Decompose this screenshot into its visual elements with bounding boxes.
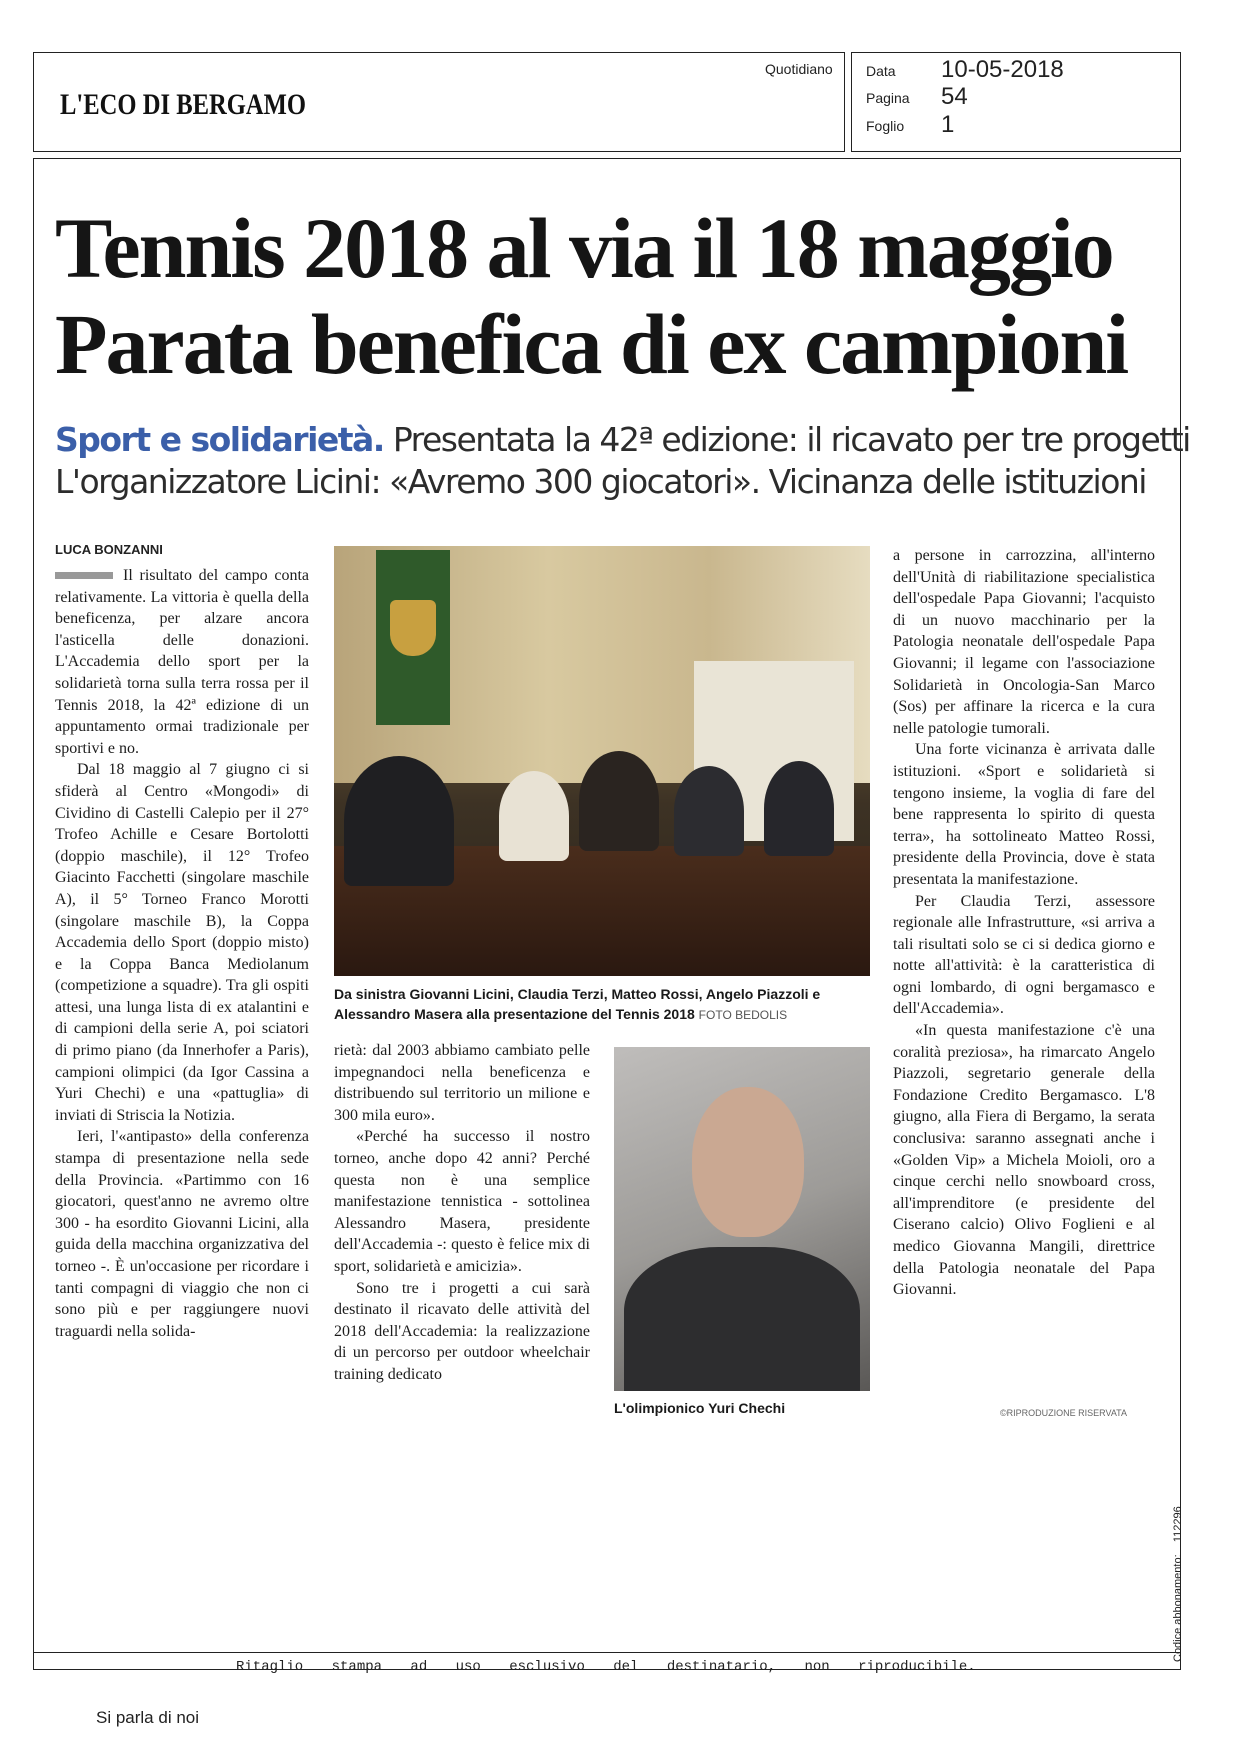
caption-text: Da sinistra Giovanni Licini, Claudia Terzi, Matteo Rossi, Angelo Piazzoli e Alessandro Masera alla presentazione del Tennis 2018 bbox=[334, 986, 821, 1022]
subscription-code bbox=[1172, 1506, 1184, 1662]
photo-person bbox=[344, 756, 454, 886]
subhead-line-1 bbox=[55, 420, 1190, 460]
meta-label-page: Pagina bbox=[866, 90, 910, 106]
footer-rule bbox=[33, 1652, 1181, 1653]
article-column-1 bbox=[55, 565, 309, 1342]
paragraph: «Perché ha successo il nostro torneo, anche dopo 42 anni? Perché questa non è una semplice manifestazione tennistica - sottolinea Alessandro Masera, presidente dell'Accademia -: questo è felice mix di sport, solidarietà e amicizia». bbox=[334, 1128, 590, 1275]
photo-credit: FOTO BEDOLIS bbox=[698, 1008, 788, 1022]
paragraph: a persone in carrozzina, all'interno dell'Unità di riabilitazione specialistica dell'ospedale Papa Giovanni; l'acquisto di un nuovo macchinario per la Patologia neonatale dell'ospedale Papa Giovanni; il legame con l'associazione Solidarietà in Oncologia-San Marco (Sos) per affinare la ricerca e la cura nelle patologie tumorali. bbox=[893, 547, 1155, 737]
copyright-notice: ©RIPRODUZIONE RISERVATA bbox=[1000, 1408, 1127, 1418]
paragraph: «In questa manifestazione c'è una coralità preziosa», ha rimarcato Angelo Piazzoli, segretario generale della Fondazione Credito Bergamasco. L'8 giugno, alla Fiera di Bergamo, la serata conclusiva: saranno assegnati anche i «Golden Vip» a Michela Moioli, oro a cinque cerchi nello snowboard cross, all'imprenditore (e presidente del Ciserano calcio) Olivo Foglieni e al medico Giovanna Mangili, direttrice della Patologia neonatale del Papa Giovanni. bbox=[893, 1022, 1155, 1299]
paragraph: Sono tre i progetti a cui sarà destinato il ricavato delle attività del 2018 dell'Accademia: la realizzazione di un percorso per outdoor wheelchair training dedicato bbox=[334, 1279, 590, 1383]
paragraph: Per Claudia Terzi, assessore regionale alle Infrastrutture, «si arriva a tali risultati solo se ci si dedica giorno e notte all'attività: è la caratteristica di ogni lombardo, di ogni bergamasco e dell'Accademia». bbox=[893, 892, 1155, 1018]
clipping-disclaimer: Ritaglio stampa ad uso esclusivo del destinatario, non riproducibile. bbox=[236, 1659, 976, 1675]
footer-note: Si parla di noi bbox=[96, 1708, 200, 1727]
paragraph: Una forte vicinanza è arrivata dalle istituzioni. «Sport e solidarietà si tengono insieme, la voglia di fare del bene rappresenta lo spirito di questa terra», ha sottolineato Matteo Rossi, presidente della Provincia, dove è stata presentata la manifestazione. bbox=[893, 741, 1155, 888]
publication-type: Quotidiano bbox=[765, 61, 833, 77]
photo-head bbox=[692, 1087, 804, 1237]
subhead-kicker: Sport e solidarietà. bbox=[55, 420, 384, 459]
paragraph-text: Il risultato del campo conta relativamente. La vittoria è quella della beneficenza, per alzare ancora l'asticella delle donazioni. L'Accademia dello sport per la solidarietà torna sulla terra rossa per il Tennis 2018, la 42ª edizione di un appuntamento ormai tradizionale per sportivi e no. bbox=[55, 567, 309, 757]
subscription-label: Codice abbonamento: bbox=[1172, 1554, 1184, 1662]
paragraph: rietà: dal 2003 abbiamo cambiato pelle impegnandoci nella beneficenza e distribuendo sul territorio un milione e 300 mila euro». bbox=[334, 1042, 590, 1124]
photo-banner bbox=[376, 550, 450, 725]
photo-caption-side: L'olimpionico Yuri Chechi bbox=[614, 1400, 786, 1416]
photo-body bbox=[624, 1247, 860, 1391]
paragraph bbox=[55, 565, 309, 759]
byline: LUCA BONZANNI bbox=[55, 542, 163, 557]
press-conference-photo bbox=[334, 546, 870, 976]
newspaper-logo: L'ECO DI BERGAMO bbox=[60, 88, 307, 121]
crest-icon bbox=[390, 600, 436, 656]
subhead-line-2: L'organizzatore Licini: «Avremo 300 giocatori». Vicinanza delle istituzioni bbox=[55, 462, 1146, 501]
meta-value-page: 54 bbox=[941, 83, 968, 110]
meta-value-date: 10-05-2018 bbox=[941, 56, 1064, 83]
headline-line-2: Parata benefica di ex campioni bbox=[55, 296, 1128, 392]
subscription-number: 112296 bbox=[1172, 1506, 1184, 1543]
yuri-chechi-photo bbox=[614, 1047, 870, 1391]
headline-line-1: Tennis 2018 al via il 18 maggio bbox=[55, 200, 1113, 296]
photo-caption-main bbox=[334, 984, 874, 1025]
article-column-3 bbox=[893, 545, 1155, 1301]
meta-label-sheet: Foglio bbox=[866, 118, 905, 134]
subhead-text-1: Presentata la 42ª edizione: il ricavato per tre progetti bbox=[383, 420, 1190, 459]
photo-person bbox=[499, 771, 569, 861]
photo-person bbox=[579, 751, 659, 851]
meta-value-sheet: 1 bbox=[941, 111, 955, 138]
article-column-2 bbox=[334, 1040, 590, 1386]
paragraph: Dal 18 maggio al 7 giugno ci si sfiderà al Centro «Mongodi» di Cividino di Castelli Calepio per il 27° Trofeo Achille e Cesare Bortolotti (doppio maschile), il 12° Trofeo Giacinto Facchetti (singolare maschile A), il 5° Torneo Franco Morotti (singolare maschile B), la Coppa Accademia dello Sport (doppio misto) e la Coppa Banca Mediolanum (competizione a squadre). Tra gli ospiti attesi, una lunga lista di ex atalantini e di campioni della serie A, poi sciatori di primo piano (da Innerhofer a Paris), campioni olimpici (da Igor Cassina a Yuri Chechi) e una «pattuglia» di inviati di Striscia la Notizia. bbox=[55, 761, 309, 1124]
photo-person bbox=[764, 761, 834, 856]
paragraph: Ieri, l'«antipasto» della conferenza stampa di presentazione nella sede della Provincia. «Partimmo con 16 giocatori, quest'anno ne avremo oltre 300 - ha esordito Giovanni Licini, alla guida della macchina organizzativa del torneo -. È un'occasione per ricordare i tanti compagni di viaggio che non ci sono più e per raggiungere nuovi traguardi nella solida- bbox=[55, 1128, 309, 1340]
photo-person bbox=[674, 766, 744, 856]
meta-label-date: Data bbox=[866, 63, 896, 79]
